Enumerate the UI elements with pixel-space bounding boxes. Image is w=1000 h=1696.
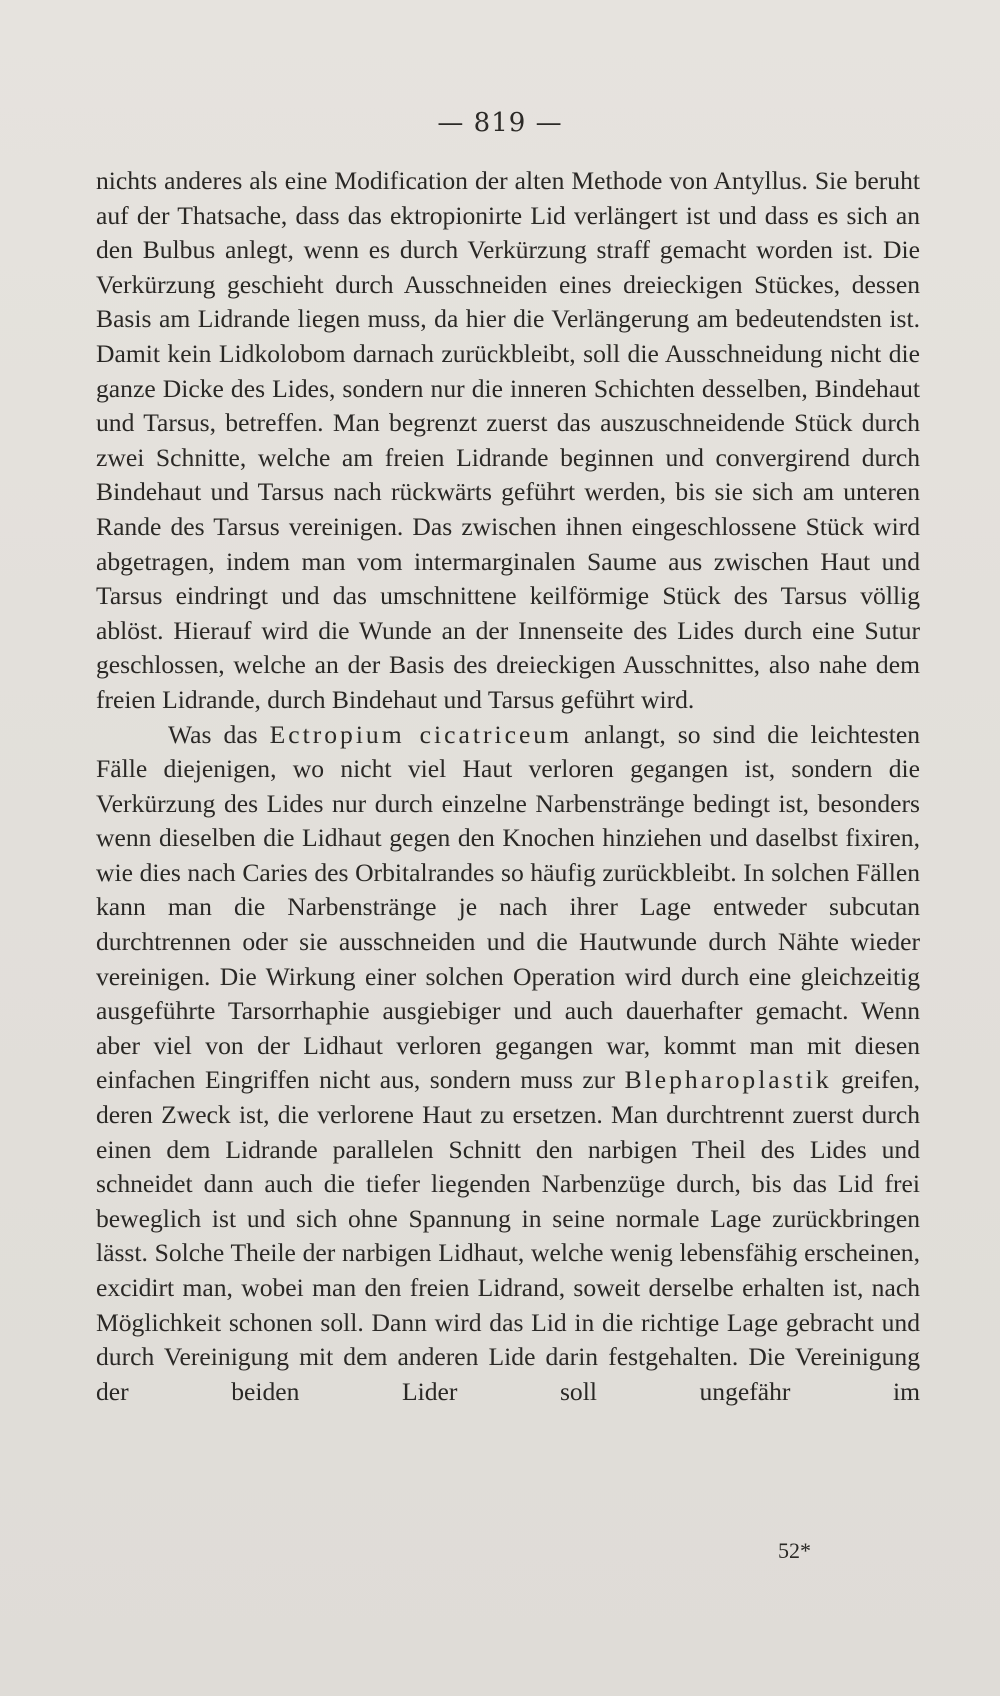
paragraph-1-text: nichts anderes als eine Modification der alten Methode von Antyllus. Sie beruht auf der Thatsache, dass das ektropionirte Lid verlängert ist und dass es sich an den Bulbus anlegt, wenn es durch Verkürzung straff gemacht worden ist. Die Verkürzung geschieht durch Ausschneiden eines dreieckigen Stückes, dessen Basis am Lidrande liegen muss, da hier die Verlängerung am bedeutendsten ist. Damit kein Lidkolobom darnach zurückbleibt, soll die Ausschneidung nicht die ganze Dicke des Lides, sondern nur die inneren Schichten desselben, Bindehaut und Tarsus, betreffen. Man begrenzt zuerst das auszuschneidende Stück durch zwei Schnitte, welche am freien Lidrande beginnen und convergirend durch Bindehaut und Tarsus nach rückwärts geführt werden, bis sie sich am unteren Rande des Tarsus vereinigen. Das zwischen ihnen eingeschlossene Stück wird abgetragen, indem man vom intermarginalen Saume aus zwischen Haut und Tarsus eindringt und das umschnittene keilförmige Stück des Tarsus völlig ablöst. Hierauf wird die Wunde an der Innenseite des Lides durch eine Sutur geschlossen, welche an der Basis des dreieckigen Ausschnittes, also nahe dem freien Lidrande, durch Bindehaut und Tarsus geführt wird. [96,166,920,714]
term-ectropium-cicatriceum: Ectropium cicatriceum [269,719,573,749]
paragraph-2 [96,718,920,1410]
body-text [96,164,920,1409]
paragraph-2-text-b: anlangt, so sind die leichtesten Fälle diejenigen, wo nicht viel Haut verloren gegangen ist, sondern die Verkürzung des Lides nur durch einzelne Narbenstränge bedingt ist, besonders wenn dieselben die Lidhaut gegen den Knochen hinziehen und daselbst fixiren, wie dies nach Caries des Orbitalrandes so häufig zurückbleibt. In solchen Fällen kann man die Narbenstränge je nach ihrer Lage entweder subcutan durchtrennen oder sie ausschneiden und die Hautwunde durch Nähte wieder vereinigen. Die Wirkung einer solchen Operation wird durch eine gleichzeitig ausgeführte Tarsorrhaphie ausgiebiger und auch dauerhafter gemacht. Wenn aber viel von der Lidhaut verloren gegangen war, kommt man mit diesen einfachen Eingriffen nicht aus, sondern muss zur [96,719,920,1095]
paragraph-2-text-c: greifen, deren Zweck ist, die verlorene Haut zu ersetzen. Man durchtrennt zuerst durch einen dem Lidrande parallelen Schnitt den narbigen Theil des Lides und schneidet dann auch die tiefer liegenden Narbenzüge durch, bis das Lid frei beweglich ist und sich ohne Spannung in seine normale Lage zurückbringen lässt. Solche Theile der narbigen Lidhaut, welche wenig lebensfähig erscheinen, excidirt man, wobei man den freien Lidrand, soweit derselbe erhalten ist, nach Möglichkeit schonen soll. Dann wird das Lid in die richtige Lage gebracht und durch Vereinigung mit dem anderen Lide darin festgehalten. Die Vereinigung der beiden Lider soll ungefähr im [96,1065,920,1406]
signature-mark: 52* [778,1538,811,1563]
paragraph-1 [96,164,920,718]
term-blepharoplastik: Blepharoplastik [624,1065,832,1095]
paragraph-2-text-a: Was das [168,719,270,749]
page-number: — 819 — [437,108,563,138]
